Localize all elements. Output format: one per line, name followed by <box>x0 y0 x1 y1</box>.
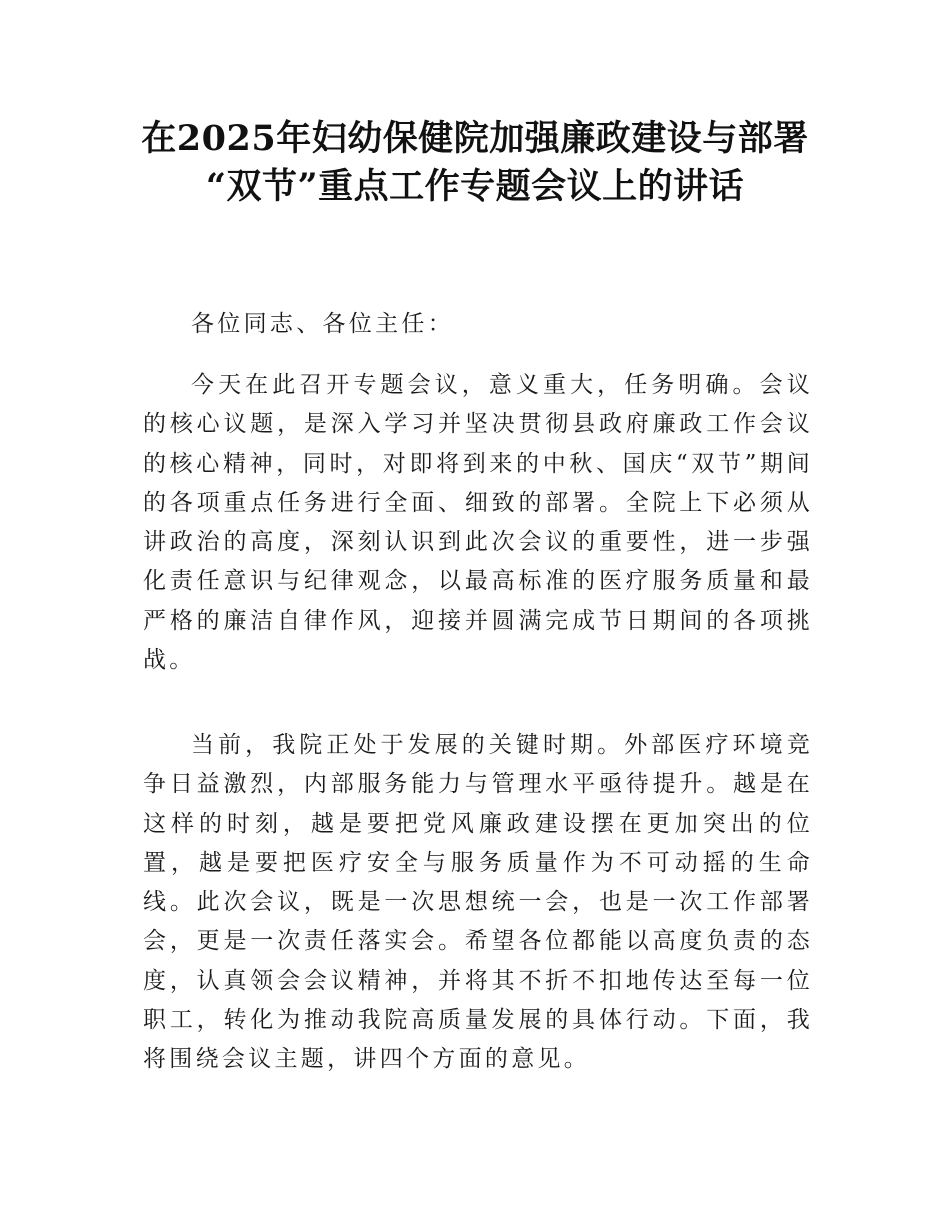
paragraph-1: 今天在此召开专题会议，意义重大，任务明确。会议的核心议题，是深入学习并坚决贯彻县政府廉政工作会议的核心精神，同时，对即将到来的中秋、国庆“双节”期间的各项重点任务进行全面、细致的部署。全院上下必须从讲政治的高度，深刻认识到此次会议的重要性，进一步强化责任意识与纪律观念，以最高标准的医疗服务质量和最严格的廉洁自律作风，迎接并圆满完成节日期间的各项挑战。 <box>143 372 813 674</box>
paragraph-2: 当前，我院正处于发展的关键时期。外部医疗环境竞争日益激烈，内部服务能力与管理水平亟待提升。越是在这样的时刻，越是要把党风廉政建设摆在更加突出的位置，越是要把医疗安全与服务质量作为不可动摇的生命线。此次会议，既是一次思想统一会，也是一次工作部署会，更是一次责任落实会。希望各位都能以高度负责的态度，认真领会会议精神，并将其不折不扣地传达至每一位职工，转化为推动我院高质量发展的具体行动。下面，我将围绕会议主题，讲四个方面的意见。 <box>143 732 813 1073</box>
document-title-line-2: “双节”重点工作专题会议上的讲话 <box>205 166 745 207</box>
greeting: 各位同志、各位主任： <box>191 311 454 337</box>
document-title-line-1: 在2025年妇幼保健院加强廉政建设与部署 <box>141 118 809 159</box>
